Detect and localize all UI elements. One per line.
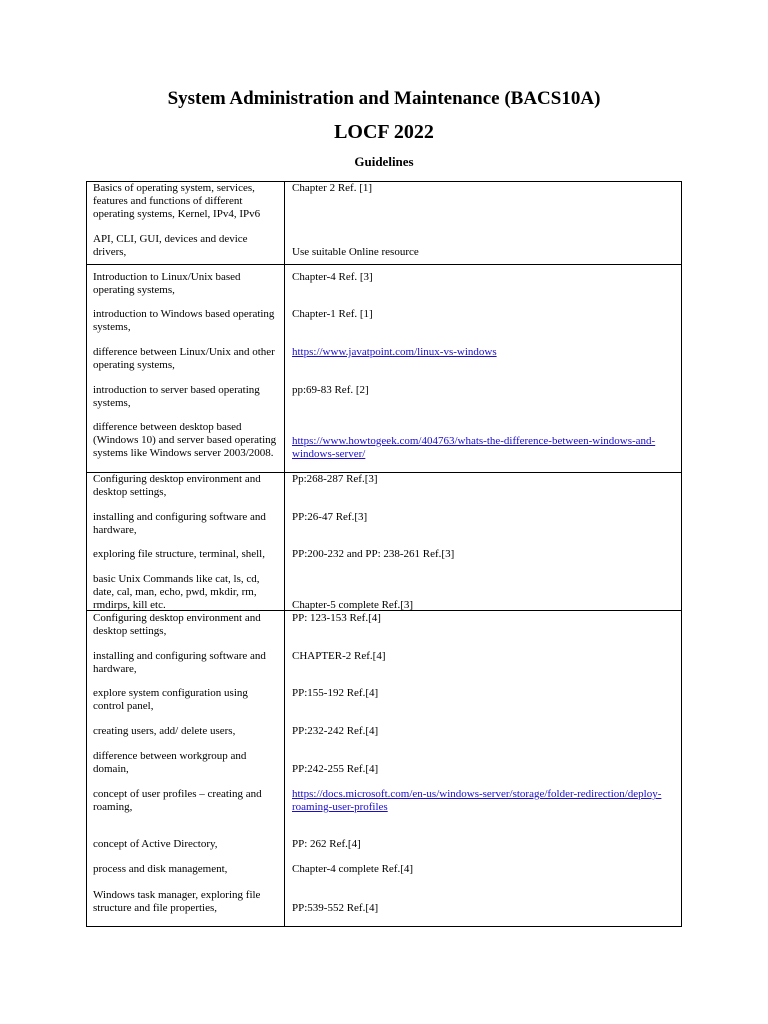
reference-text: Chapter 2 Ref. [1] [292,182,373,194]
topic-text: Introduction to Linux/Unix based operating systems, [93,271,241,296]
reference-text: PP:155-192 Ref.[4] [292,687,379,699]
reference-text: PP: 123-153 Ref.[4] [292,612,381,624]
topic-text: introduction to server based operating systems, [93,384,260,409]
reference-text: PP: 262 Ref.[4] [292,838,361,850]
topic-text: creating users, add/ delete users, [93,725,236,737]
reference-text: PP:26-47 Ref.[3] [292,511,368,523]
reference-text: Chapter-1 Ref. [1] [292,308,373,320]
topic-text: introduction to Windows based operating systems, [93,308,275,333]
guidelines-heading: Guidelines [354,154,414,169]
topic-text: exploring file structure, terminal, shell, [93,548,265,560]
guidelines-table [86,181,682,927]
reference-text: Chapter-4 Ref. [3] [292,271,373,283]
topic-text: API, CLI, GUI, devices and device drivers, [93,233,248,258]
reference-text: Use suitable Online resource [292,246,419,258]
topic-text: installing and configuring software and hardware, [93,650,266,675]
reference-link[interactable]: https://www.javatpoint.com/linux-vs-windows [292,346,497,358]
reference-text: PP:539-552 Ref.[4] [292,902,379,914]
topic-text: Configuring desktop environment and desktop settings, [93,612,261,637]
topic-text: Configuring desktop environment and desktop settings, [93,473,261,498]
reference-text: PP:242-255 Ref.[4] [292,763,379,775]
column-divider [284,182,285,926]
topic-text: explore system configuration using control panel, [93,687,248,712]
topic-text: difference between Linux/Unix and other operating systems, [93,346,275,371]
topic-text: Basics of operating system, services, features and functions of different operating systems, Kernel, IPv4, IPv6 [93,182,261,220]
reference-text: Pp:268-287 Ref.[3] [292,473,378,485]
reference-text: Chapter-4 complete Ref.[4] [292,863,414,875]
reference-text: CHAPTER-2 Ref.[4] [292,650,386,662]
reference-text: PP:200-232 and PP: 238-261 Ref.[3] [292,548,455,560]
topic-text: concept of Active Directory, [93,838,218,850]
topic-text: installing and configuring software and hardware, [93,511,266,536]
topic-text: concept of user profiles – creating and roaming, [93,788,262,813]
topic-text: process and disk management, [93,863,228,875]
topic-text: difference between desktop based (Windows 10) and server based operating systems like Windows server 2003/2008. [93,421,277,459]
topic-text: difference between workgroup and domain, [93,750,247,775]
topic-text: Windows task manager, exploring file structure and file properties, [93,889,261,914]
reference-text: Chapter-5 complete Ref.[3] [292,599,414,611]
document-title: System Administration and Maintenance (BACS10A) [167,88,601,109]
document-subtitle: LOCF 2022 [334,121,434,143]
reference-text: PP:232-242 Ref.[4] [292,725,379,737]
reference-link[interactable]: https://docs.microsoft.com/en-us/windows-server/storage/folder-redirection/deploy-roaming-user-profiles [292,788,662,813]
reference-text: pp:69-83 Ref. [2] [292,384,369,396]
reference-link[interactable]: https://www.howtogeek.com/404763/whats-the-difference-between-windows-and-windows-server/ [292,435,656,460]
row-divider [87,264,681,265]
topic-text: basic Unix Commands like cat, ls, cd, date, cal, man, echo, pwd, mkdir, rm, rmdirps, kill etc. [93,573,260,611]
